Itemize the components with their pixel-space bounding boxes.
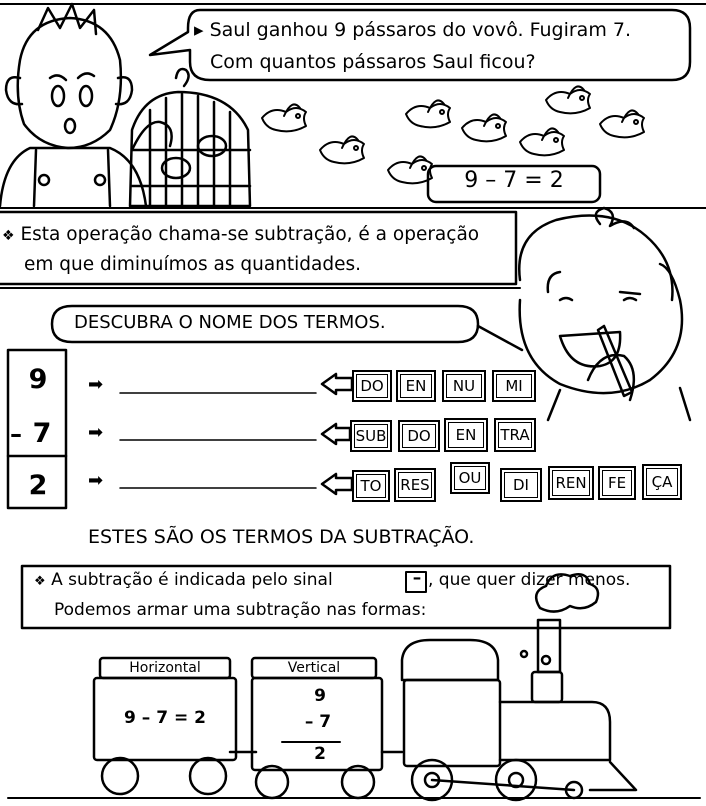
- diamond-bullet-icon: ❖: [34, 574, 46, 589]
- arrow-right-icon: ➡: [88, 470, 104, 491]
- sign-info-line-1: ❖ A subtração é indicada pelo sinal: [34, 570, 333, 590]
- diamond-bullet-icon: ❖: [2, 228, 15, 244]
- syllable-tile: OU: [450, 462, 490, 494]
- problem-answer: 9 – 7 = 2: [464, 168, 564, 193]
- syllable-tile: DO: [352, 370, 392, 402]
- minus-sign-symbol: –: [412, 568, 422, 588]
- car-vertical-middle: – 7: [304, 712, 332, 732]
- syllable-tile: SUB: [350, 420, 392, 452]
- syllable-tile: DO: [398, 420, 440, 452]
- car-horizontal-expression: 9 – 7 = 2: [124, 708, 206, 728]
- term-difference: 2: [28, 470, 48, 501]
- car-vertical-label: Vertical: [287, 660, 341, 676]
- syllable-tile: FE: [598, 466, 636, 500]
- car-vertical-top: 9: [314, 686, 326, 706]
- syllable-tile: TRA: [494, 418, 536, 452]
- car-horizontal-label: Horizontal: [129, 660, 201, 676]
- girl-illustration: [519, 208, 690, 420]
- car-vertical-bottom: 2: [314, 744, 326, 764]
- minus-sign: –: [10, 420, 22, 448]
- triangle-bullet-icon: ▸: [194, 19, 204, 41]
- arrow-right-icon: ➡: [88, 374, 104, 395]
- syllable-tile: EN: [444, 418, 488, 452]
- problem-line-1: ▸ Saul ganhou 9 pássaros do vovô. Fugiram 7.: [194, 19, 631, 41]
- syllable-tile: RES: [394, 468, 436, 502]
- problem-line-2: Com quantos pássaros Saul ficou?: [210, 51, 536, 73]
- instruction-text: DESCUBRA O NOME DOS TERMOS.: [74, 312, 386, 333]
- definition-line-1: ❖ Esta operação chama-se subtração, é a operação: [2, 224, 480, 245]
- syllable-tile: DI: [500, 468, 542, 502]
- arrow-right-icon: ➡: [88, 422, 104, 443]
- term-subtrahend: 7: [32, 418, 52, 449]
- syllable-tile: EN: [396, 370, 436, 402]
- sign-info-line-1b: , que quer dizer menos.: [428, 570, 631, 590]
- term-minuend: 9: [28, 364, 48, 395]
- syllable-tile: ÇA: [642, 464, 682, 500]
- arrow-left-icons: [322, 374, 352, 494]
- birdcage-illustration: [130, 69, 250, 206]
- syllable-tile: TO: [352, 470, 390, 502]
- definition-line-2: em que diminuímos as quantidades.: [24, 254, 362, 275]
- sign-info-line-2: Podemos armar uma subtração nas formas:: [54, 600, 427, 620]
- syllable-tile: REN: [548, 466, 594, 500]
- syllable-tile: NU: [442, 370, 486, 402]
- terms-caption: ESTES SÃO OS TERMOS DA SUBTRAÇÃO.: [88, 526, 475, 548]
- syllable-tile: MI: [492, 370, 536, 402]
